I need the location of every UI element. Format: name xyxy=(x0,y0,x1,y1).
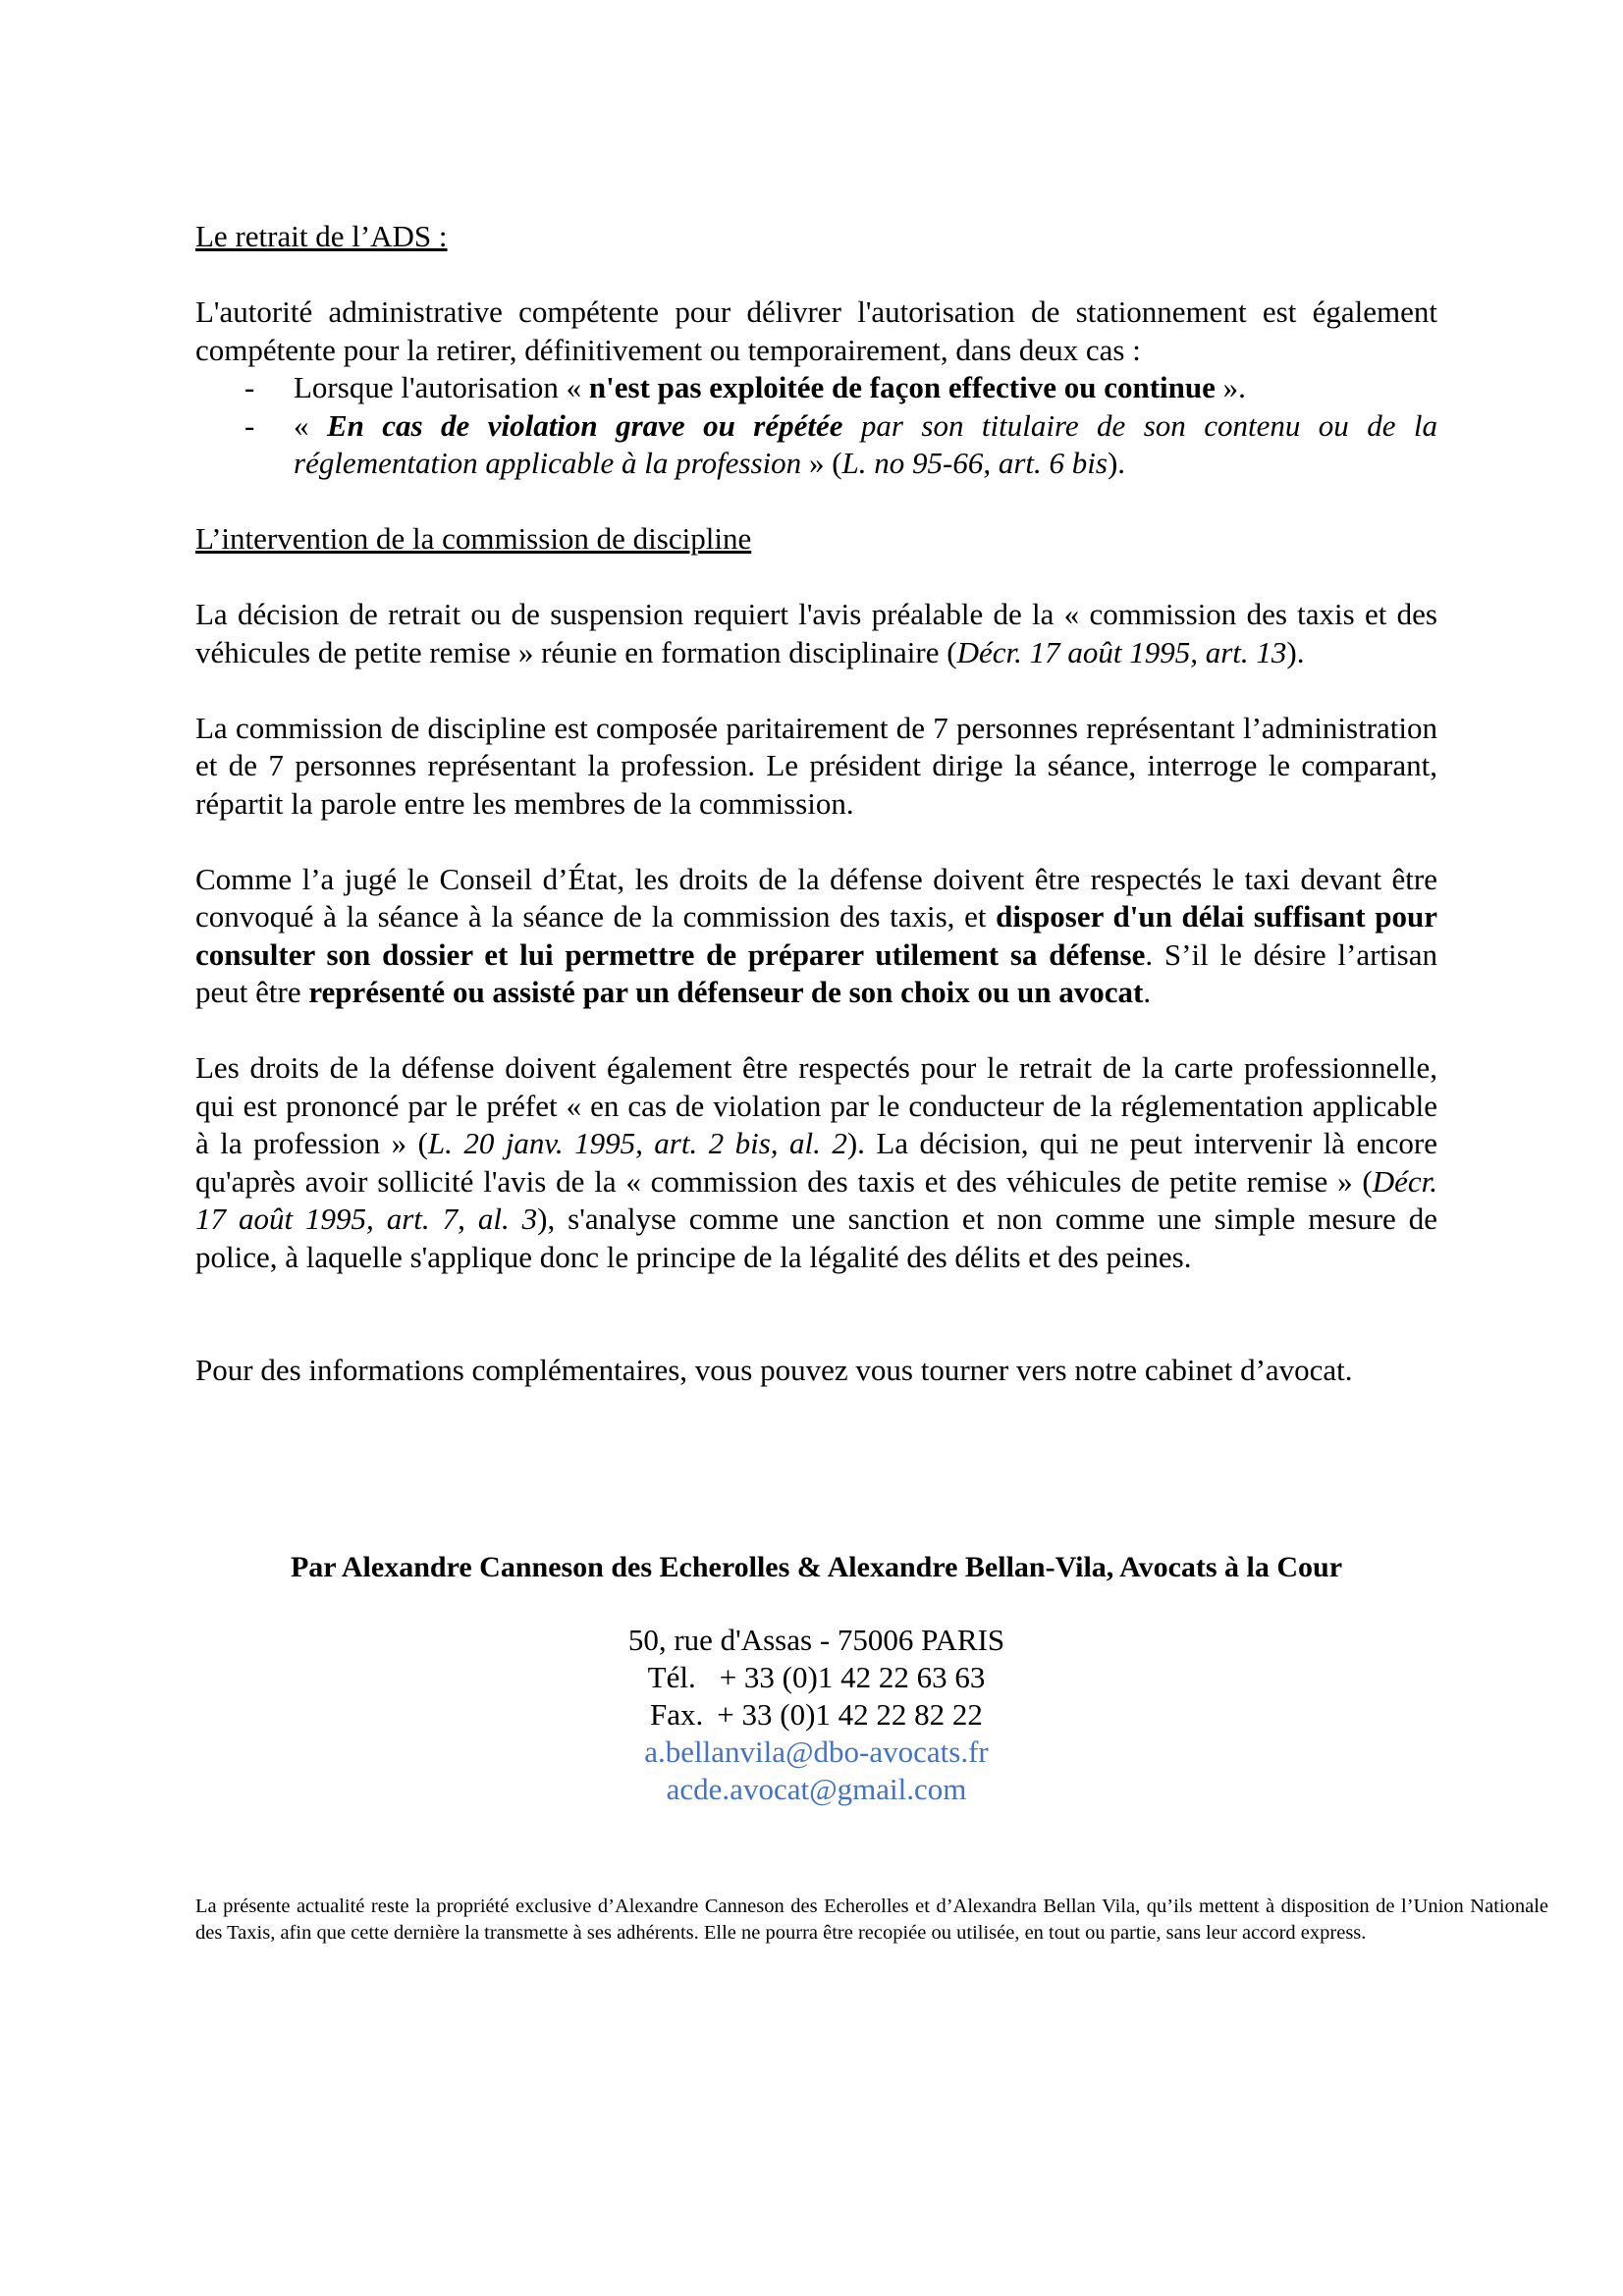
spacer xyxy=(195,483,1437,521)
paragraph-composition: La commission de discipline est composée paritairement de 7 personnes représentant l’administration et de 7 personnes représentant la profession. Le président dirige la séance, interroge le comparant, répartit la parole entre les membres de la commission. xyxy=(195,710,1437,821)
paragraph-bold-text: disposer d'un délai suffisant pour consulter son dossier et lui permettre de préparer utilement sa défense xyxy=(195,899,1437,972)
bullet-text: » ( xyxy=(801,446,842,480)
bullet-text: Lorsque l'autorisation « xyxy=(294,370,589,404)
paragraph-text: . S’il le désire l’artisan peut être xyxy=(195,936,1437,1009)
bullet-text: ». xyxy=(1215,370,1246,404)
list-item xyxy=(195,369,1437,407)
bullet-dash: - xyxy=(244,407,255,443)
paragraph-decision xyxy=(195,596,1437,671)
contact-block xyxy=(195,1622,1437,1808)
bullet-text: « xyxy=(294,407,327,443)
paragraph-text: ). La décision, qui ne peut intervenir là encore qu'après avoir sollicité l'avis de la « commission des taxis et des véhicules de petite remise » ( xyxy=(195,1126,1437,1199)
conditions-list xyxy=(195,369,1437,483)
disclaimer-footnote: La présente actualité reste la propriété exclusive d’Alexandre Canneson des Echerolles et d’Alexandra Bellan Vila, qu’ils mettent à disposition de l’Union Nationale des Taxis, afin que cette dernière la transmette à ses adhérents. Elle ne pourra être recopiée ou utilisée, en tout ou partie, sans leur accord express. xyxy=(195,1896,1548,1944)
postal-address: 50, rue d'Assas - 75006 PARIS xyxy=(627,1623,1005,1657)
paragraph-text: Les droits de la défense doivent également être respectés pour le retrait de la carte professionnelle, qui est prononcé par le préfet « en cas de violation par le conducteur de la réglementation applicable à la profession » ( xyxy=(195,1050,1437,1160)
paragraph-text: ). xyxy=(1286,634,1305,669)
email-link-bellanvila[interactable]: a.bellanvila@dbo-avocats.fr xyxy=(644,1735,989,1769)
bullet-text: ). xyxy=(1107,446,1126,480)
closing-paragraph: Pour des informations complémentaires, vous pouvez vous tourner vers notre cabinet d’avocat. xyxy=(195,1353,1353,1387)
spacer xyxy=(195,823,1437,861)
spacer xyxy=(195,1012,1437,1050)
paragraph-conseil-etat xyxy=(195,861,1437,1012)
section-heading-commission: L’intervention de la commission de discipline xyxy=(195,521,752,556)
paragraph-text: Comme l’a jugé le Conseil d’État, les droits de la défense doivent être respectés le taxi devant être convoqué à la séance à la séance de la commission des taxis, et xyxy=(195,861,1437,934)
legal-reference: Décr. 17 août 1995, art. 7, al. 3 xyxy=(195,1163,1437,1236)
authors-signature: Par Alexandre Canneson des Echerolles & Alexandre Bellan-Vila, Avocats à la Cour xyxy=(290,1551,1343,1583)
fax-number: + 33 (0)1 42 22 82 22 xyxy=(717,1697,983,1732)
phone-number: + 33 (0)1 42 22 63 63 xyxy=(719,1660,986,1694)
phone-line xyxy=(195,1659,1437,1696)
fax-line xyxy=(195,1696,1437,1734)
bullet-italic-text: par son titulaire de son contenu ou de la réglementation applicable à la profession xyxy=(294,407,1437,480)
spacer xyxy=(195,1276,1437,1314)
document-body xyxy=(195,218,1437,1390)
fax-label: Fax. xyxy=(650,1697,704,1732)
legal-reference: L. no 95-66, art. 6 bis xyxy=(841,446,1108,480)
section-heading-retrait: Le retrait de l’ADS : xyxy=(195,219,448,253)
spacer xyxy=(195,559,1437,597)
legal-reference: L. 20 janv. 1995, art. 2 bis, al. 2 xyxy=(427,1126,847,1160)
paragraph-carte-professionnelle xyxy=(195,1049,1437,1276)
paragraph-text: . xyxy=(1143,975,1152,1009)
bullet-bold-text: n'est pas exploitée de façon effective ou continue xyxy=(588,370,1216,404)
email-link-acde[interactable]: acde.avocat@gmail.com xyxy=(666,1772,967,1806)
paragraph-text: ), s'analyse comme une sanction et non comme une simple mesure de police, à laquelle s'applique donc le principe de la légalité des délits et des peines. xyxy=(195,1201,1437,1274)
bullet-dash: - xyxy=(244,370,255,404)
list-item xyxy=(195,407,1437,483)
spacer xyxy=(195,1314,1437,1353)
phone-label: Tél. xyxy=(647,1660,696,1694)
spacer xyxy=(195,256,1437,294)
paragraph-bold-text: représenté ou assisté par un défenseur de son choix ou un avocat xyxy=(308,975,1144,1009)
spacer xyxy=(195,671,1437,710)
legal-reference: Décr. 17 août 1995, art. 13 xyxy=(956,634,1287,669)
intro-paragraph: L'autorité administrative compétente pour délivrer l'autorisation de stationnement est également compétente pour la retirer, définitivement ou temporairement, dans deux cas : xyxy=(195,294,1437,367)
paragraph-text: La décision de retrait ou de suspension requiert l'avis préalable de la « commission des taxis et des véhicules de petite remise » réunie en formation disciplinaire ( xyxy=(195,597,1437,669)
bullet-bold-italic-text: En cas de violation grave ou répétée xyxy=(326,407,843,443)
